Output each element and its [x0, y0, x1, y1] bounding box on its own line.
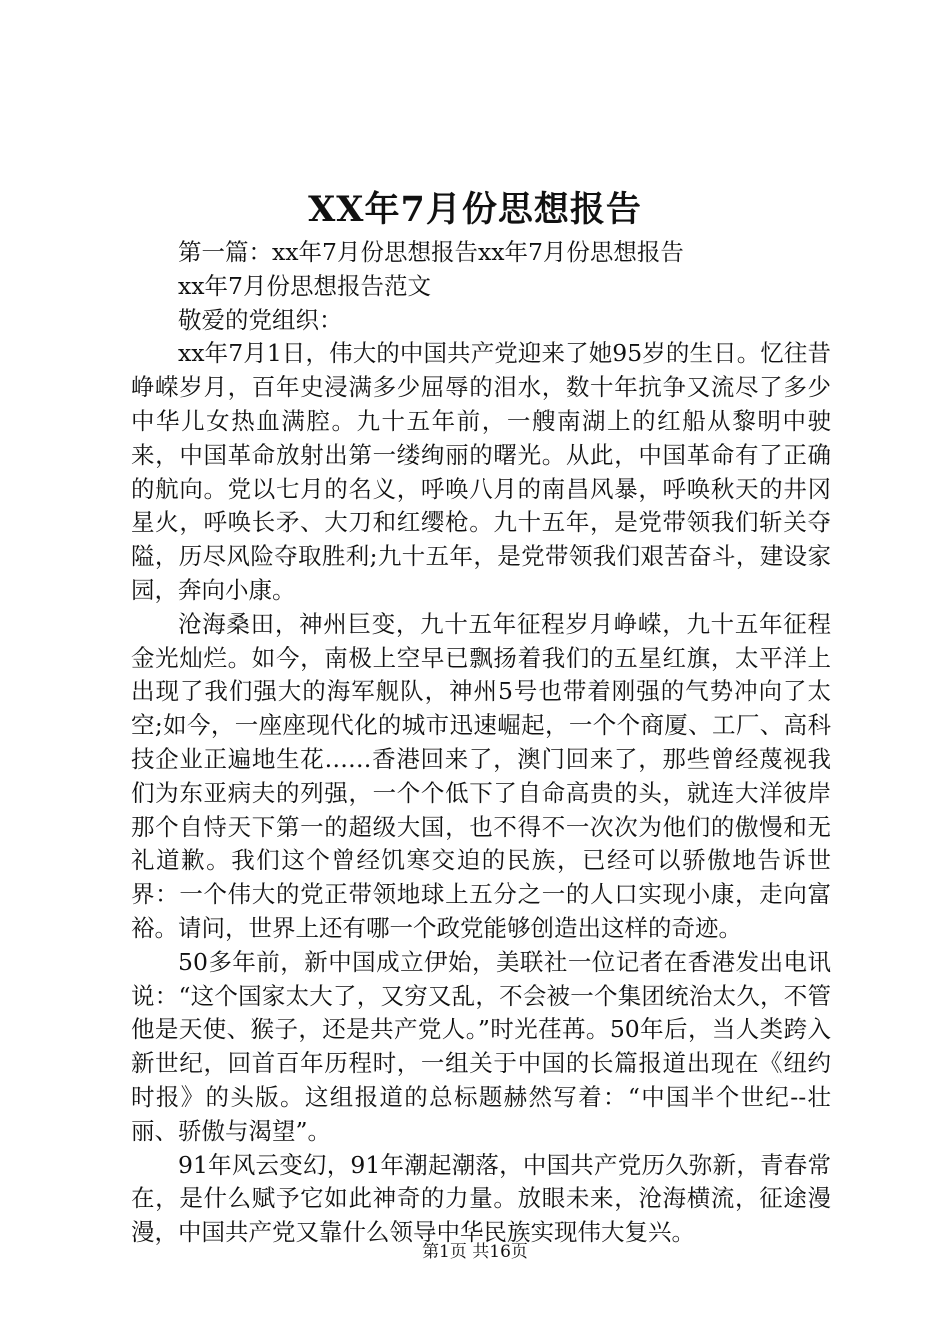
- paragraph-heading: 第一篇：xx年7月份思想报告xx年7月份思想报告: [178, 238, 684, 266]
- paragraph: 沧海桑田，神州巨变，九十五年征程岁月峥嵘，九十五年征程金光灿烂。如今，南极上空早已飘扬着我们的五星红旗，太平洋上出现了我们强大的海军舰队，神州5号也带着刚强的气势冲向了太空;如今，一座座现代化的城市迅速崛起，一个个商厦、工厂、高科技企业正遍地生花……香港回来了，澳门回来了，那些曾经蔑视我们为东亚病夫的列强，一个个低下了自命高贵的头，就连大洋彼岸那个自恃天下第一的超级大国，也不得不一次次为他们的傲慢和无礼道歉。我们这个曾经饥寒交迫的民族，已经可以骄傲地告诉世界：一个伟大的党正带领地球上五分之一的人口实现小康，走向富裕。请问，世界上还有哪一个政党能够创造出这样的奇迹。: [131, 609, 831, 942]
- paragraph-salutation: 敬爱的党组织：: [178, 305, 343, 334]
- paragraph: xx年7月1日，伟大的中国共产党迎来了她95岁的生日。忆往昔峥嵘岁月，百年史浸满多少屈辱的泪水，数十年抗争又流尽了多少中华儿女热血满腔。九十五年前，一艘南湖上的红船从黎明中驶来，中国革命放射出第一缕绚丽的曙光。从此，中国革命有了正确的航向。党以七月的名义，呼唤八月的南昌风暴，呼唤秋天的井冈星火，呼唤长矛、大刀和红缨枪。九十五年，是党带领我们斩关夺隘，历尽风险夺取胜利;九十五年，是党带领我们艰苦奋斗，建设家园，奔向小康。: [131, 339, 831, 604]
- document-body: [131, 236, 831, 1250]
- document-title: XX年7月份思想报告: [308, 189, 642, 230]
- paragraph: 91年风云变幻，91年潮起潮落，中国共产党历久弥新，青春常在，是什么赋予它如此神奇的力量。放眼未来，沧海横流，征途漫漫，中国共产党又靠什么领导中华民族实现伟大复兴。: [131, 1150, 831, 1247]
- paragraph: 50多年前，新中国成立伊始，美联社一位记者在香港发出电讯说：“这个国家太大了，又穷又乱，不会被一个集团统治太久，不管他是天使、猴子，还是共产党人。”时光荏苒。50年后，当人类跨入新世纪，回首百年历程时，一组关于中国的长篇报道出现在《纽约时报》的头版。这组报道的总标题赫然写着：“中国半个世纪--壮丽、骄傲与渴望”。: [131, 947, 831, 1145]
- paragraph-subtitle: xx年7月份思想报告范文: [178, 271, 431, 300]
- page-number-footer: 第1页 共16页: [422, 1242, 528, 1262]
